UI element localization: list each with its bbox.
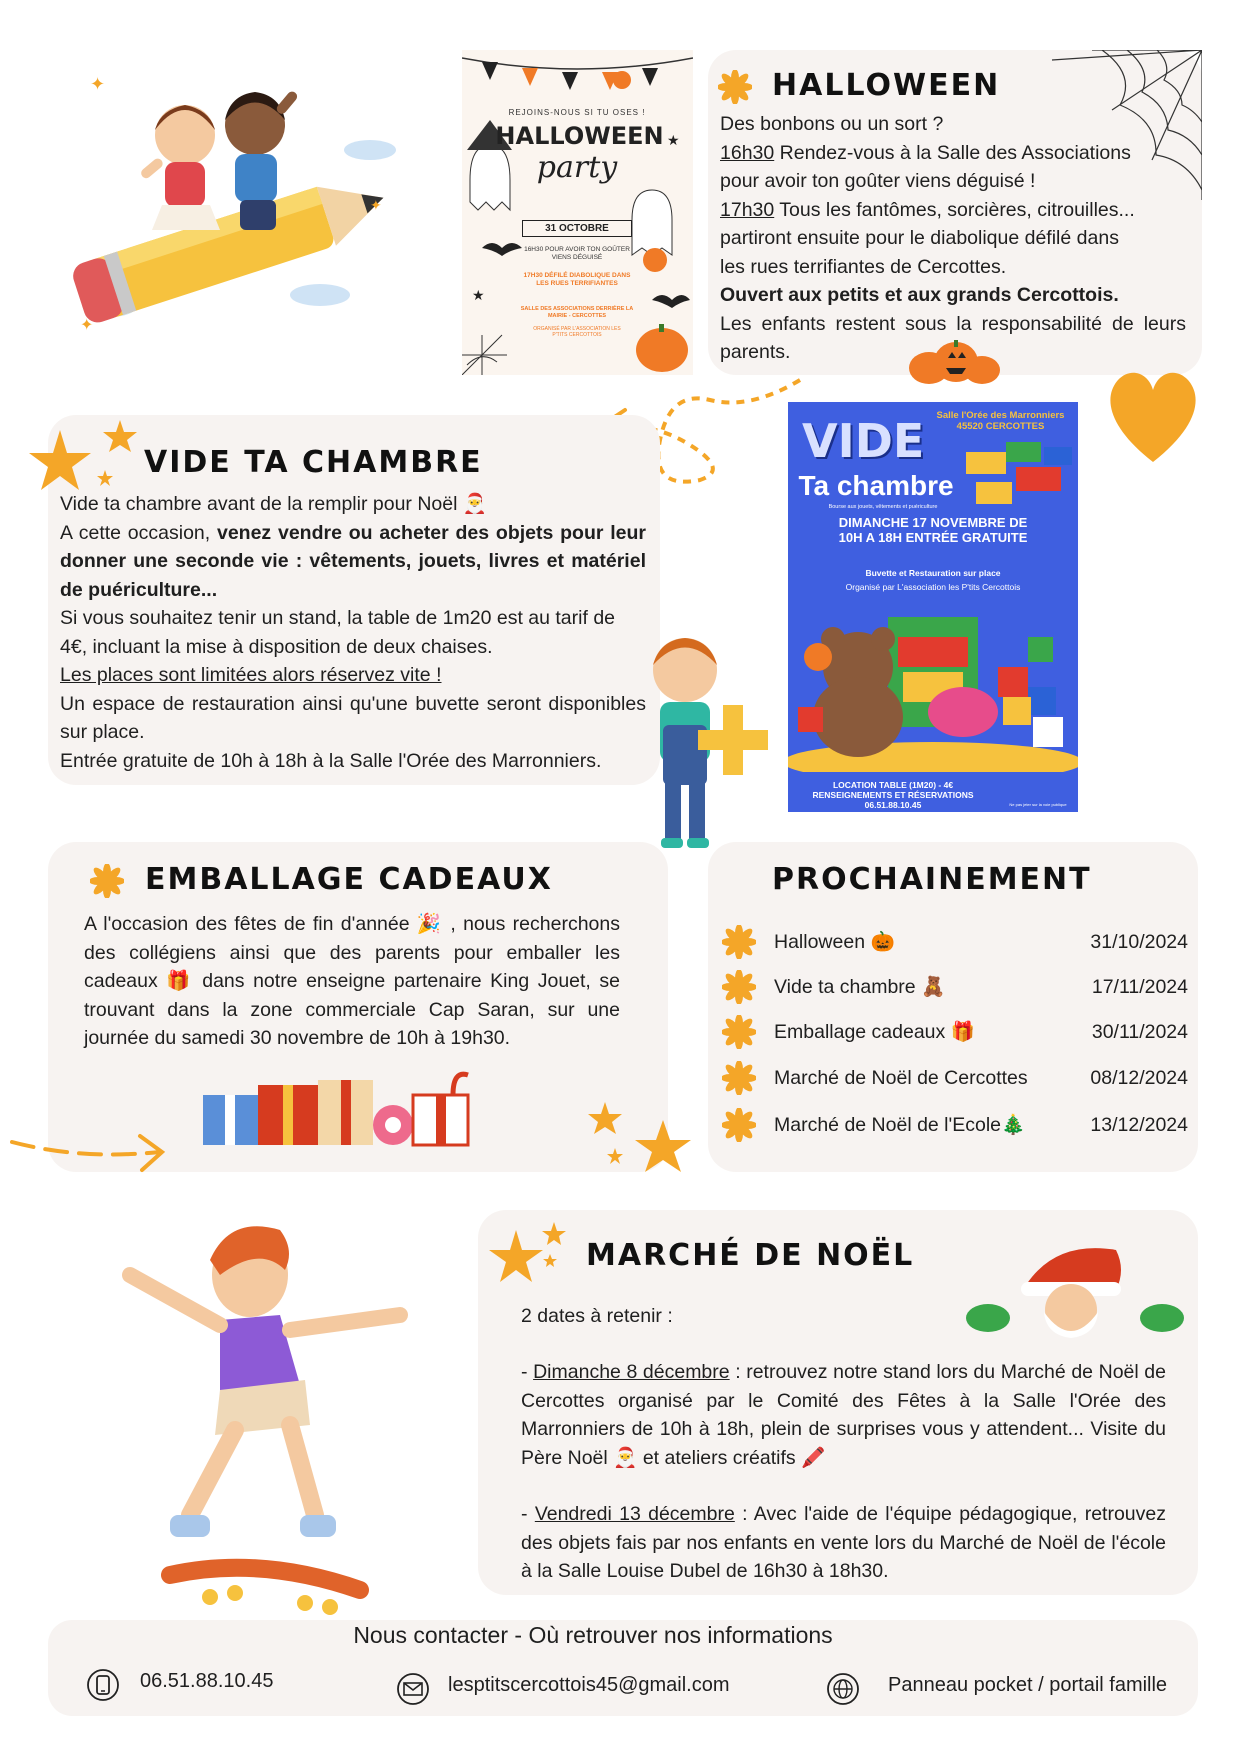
halloween-line6: les rues terrifiantes de Cercottes. [720, 255, 1007, 278]
halloween-poster-info1: 16H30 POUR AVOIR TON GOÛTER VIENS DÉGUISÉ [524, 246, 630, 261]
svg-text:★: ★ [667, 132, 680, 148]
halloween-poster-tagline: REJOINS-NOUS SI TU OSES ! [508, 108, 646, 117]
event-row [722, 1058, 1188, 1098]
marche-d1-text: : retrouvez notre stand lors du Marché de Noël de Cercottes organisé par le Comité des Fêtes à la Salle l'Orée des Marronniers de 10h à 18h, plein de surprises vous y attendent... Visite du Père Noël 🎅 et ateliers créatifs 🖍️ [521, 1361, 1166, 1469]
contact-title: Nous contacter - Où retrouver nos informations [353, 1622, 833, 1648]
event-date: 31/10/2024 [1090, 931, 1188, 953]
vide-p2b: venez vendre ou acheter des objets pour leur donner une seconde vie : vêtements, jouets, livres et matériel de puériculture... [60, 521, 647, 601]
marche-d1-prefix: - [521, 1361, 534, 1383]
event-flower-icon [722, 925, 756, 959]
event-name: Vide ta chambre 🧸 [774, 976, 946, 998]
kids-on-pencil-illustration [70, 70, 430, 340]
halloween-time1: 16h30 [720, 141, 775, 164]
marche-intro: 2 dates à retenir : [521, 1305, 673, 1327]
halloween-line5: partiront ensuite pour le diabolique défilé dans [720, 227, 1119, 249]
event-name: Halloween 🎃 [774, 931, 895, 953]
toys-pile-illustration [788, 597, 1078, 772]
emballage-card [48, 842, 668, 1172]
marche-d2-prefix: - [521, 1503, 535, 1525]
pumpkins-icon [904, 338, 1004, 388]
halloween-poster [462, 50, 693, 375]
event-flower-icon [722, 1061, 756, 1095]
halloween-line7: Les enfants restent sous la responsabilité de leurs parents. [720, 312, 1186, 363]
vide-poster-date: DIMANCHE 17 NOVEMBRE DE 10H A 18H ENTRÉE GRATUITE [838, 515, 1028, 545]
vide-body [60, 490, 646, 775]
vide-p6: Entrée gratuite de 10h à 18h à la Salle l'Orée des Marronniers. [60, 749, 602, 772]
halloween-bold-line: Ouvert aux petits et aux grands Cercottois. [720, 284, 1119, 306]
event-name: Emballage cadeaux 🎁 [774, 1021, 975, 1043]
event-flower-icon [722, 970, 756, 1004]
mail-icon [396, 1672, 430, 1706]
svg-text:✦: ✦ [370, 197, 382, 213]
vide-poster-extra1: Buvette et Restauration sur place [865, 568, 1001, 578]
event-row [722, 1012, 1188, 1052]
event-row [722, 1105, 1188, 1145]
lego-bricks-icon [956, 432, 1076, 522]
emballage-title: EMBALLAGE CADEAUX [145, 862, 553, 897]
vide-poster [788, 402, 1078, 812]
marche-date1-block [521, 1358, 1166, 1472]
vide-poster-title2: Ta chambre [798, 470, 954, 501]
marche-card [478, 1210, 1198, 1595]
svg-text:✦: ✦ [90, 74, 106, 94]
stars-icon-2 [585, 1100, 695, 1180]
prochainement-card [708, 842, 1198, 1172]
halloween-card [708, 50, 1202, 375]
event-row [722, 967, 1188, 1007]
halloween-body [720, 110, 1186, 367]
dashed-arrow-icon [10, 1130, 170, 1180]
boy-with-plus-illustration [635, 630, 785, 865]
marche-d1-date: Dimanche 8 décembre [533, 1361, 730, 1383]
marche-date2-block [521, 1500, 1166, 1586]
vide-p2 [60, 519, 646, 605]
contact-web-link[interactable]: Panneau pocket / portail famille [888, 1674, 1168, 1696]
event-flower-icon [722, 1015, 756, 1049]
halloween-line1: Des bonbons ou un sort ? [720, 113, 944, 135]
vide-p5: Un espace de restauration ainsi qu'une buvette seront disponibles sur place. [60, 692, 646, 743]
vide-poster-footer2: RENSEIGNEMENTS ET RÉSERVATIONS [812, 790, 974, 800]
halloween-poster-title: HALLOWEEN [495, 122, 664, 150]
halloween-poster-info3: SALLE DES ASSOCIATIONS DERRIÈRE LA MAIRIE - CERCOTTES [520, 306, 634, 319]
vide-p4: Les places sont limitées alors réservez vite ! [60, 664, 442, 686]
halloween-title: HALLOWEEN [772, 68, 1001, 103]
halloween-line4 [720, 196, 1186, 225]
vide-poster-phone: 06.51.88.10.45 [864, 800, 922, 810]
halloween-line3: pour avoir ton goûter viens déguisé ! [720, 170, 1036, 192]
vide-poster-fine: Ne pas jeter sur la voie publique [1009, 802, 1067, 807]
globe-icon [826, 1672, 860, 1706]
marche-d2-date: Vendredi 13 décembre [534, 1503, 735, 1525]
contact-email-link[interactable]: lesptitscercottois45@gmail.com [448, 1674, 730, 1696]
vide-p1: Vide ta chambre avant de la remplir pour Noël 🎅 [60, 493, 488, 515]
event-date: 13/12/2024 [1090, 1114, 1188, 1136]
halloween-time2: 17h30 [720, 198, 775, 221]
halloween-line4-text: Tous les fantômes, sorcières, citrouilles... [774, 198, 1135, 221]
halloween-poster-info4: ORGANISÉ PAR L'ASSOCIATION LES P'TITS CERCOTTOIS [533, 326, 621, 338]
prochainement-title: PROCHAINEMENT [772, 862, 1092, 897]
vide-p2a: A cette occasion, [60, 521, 217, 544]
gifts-illustration [203, 1070, 483, 1150]
vide-poster-venue: Salle l'Orée des Marronniers 45520 CERCOTTES [936, 410, 1065, 432]
vide-poster-footer1: LOCATION TABLE (1M20) - 4€ [832, 780, 954, 790]
contact-phone-link[interactable]: 06.51.88.10.45 [140, 1670, 274, 1692]
vide-poster-title1: VIDE [802, 414, 925, 468]
event-date: 08/12/2024 [1090, 1067, 1188, 1089]
santa-icon [966, 1240, 1186, 1340]
svg-text:✦: ✦ [80, 317, 94, 334]
svg-text:★: ★ [472, 287, 485, 303]
event-date: 17/11/2024 [1091, 976, 1188, 998]
contact-bar [48, 1620, 1198, 1716]
event-name: Marché de Noël de Cercottes [774, 1067, 1028, 1089]
halloween-line2-text: Rendez-vous à la Salle des Associations [774, 141, 1131, 164]
halloween-poster-info2: 17H30 DÉFILÉ DIABOLIQUE DANS LES RUES TERRIFIANTES [523, 272, 631, 287]
event-date: 30/11/2024 [1091, 1021, 1188, 1043]
event-flower-icon [722, 1108, 756, 1142]
marche-d2-text: : Avec l'aide de l'équipe pédagogique, retrouvez des objets fais par nos enfants en vente lors du Marché de Noël de l'école à la Salle Louise Dubel de 16h30 à 18h30. [521, 1503, 1166, 1582]
halloween-line2 [720, 139, 1186, 168]
vide-poster-extra2: Organisé par L'association les P'tits Cercottois [845, 582, 1021, 592]
vide-title: VIDE TA CHAMBRE [144, 445, 483, 480]
emballage-text: A l'occasion des fêtes de fin d'année 🎉 , nous recherchons des collégiens ainsi que des parents pour emballer les cadeaux 🎁 dans notre enseigne partenaire King Jouet, se trouvant dans la zone commerciale Cap Saran, sur une journée du samedi 30 novembre de 10h à 19h30. [84, 913, 620, 1049]
heart-icon [1098, 352, 1208, 472]
emballage-flower-icon [90, 864, 124, 898]
vide-p3: Si vous souhaitez tenir un stand, la table de 1m20 est au tarif de 4€, incluant la mise à disposition de deux chaises. [60, 607, 616, 658]
event-row [722, 922, 1188, 962]
marche-stars-icon [488, 1220, 568, 1290]
marche-title: MARCHÉ DE NOËL [586, 1238, 915, 1273]
halloween-poster-date: 31 OCTOBRE [522, 220, 632, 237]
phone-icon [86, 1668, 120, 1702]
halloween-flower-icon [718, 70, 752, 104]
stars-icon [25, 415, 145, 505]
skater-boy-illustration [110, 1215, 460, 1615]
halloween-poster-subtitle: party [536, 150, 618, 185]
vide-poster-subtitle: Bourse aux jouets, vêtements et puériculture [828, 504, 938, 510]
event-name: Marché de Noël de l'Ecole🎄 [774, 1114, 1026, 1136]
